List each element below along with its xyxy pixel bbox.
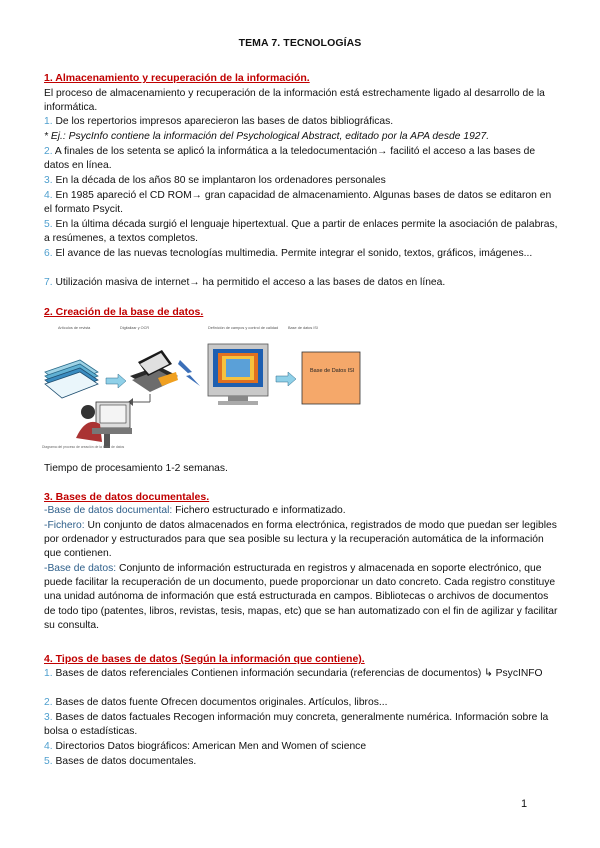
list-item — [44, 218, 559, 246]
item-number: 2. — [44, 146, 53, 157]
operator-icon — [76, 394, 150, 448]
item-text: Bases de datos factuales Recogen información muy concreta, generalmente numérica. Información sobre la bolsa o estadísticas. — [44, 712, 549, 738]
list-item — [44, 145, 559, 173]
definition-text: Fichero estructurado e informatizado. — [172, 505, 346, 516]
page-title: TEMA 7. TECNOLOGÍAS — [238, 37, 362, 49]
item-number: 6. — [44, 248, 53, 259]
item-number: 4. — [44, 190, 53, 201]
list-item — [44, 115, 559, 129]
definition-text: Conjunto de información estructurada en registros y almacenada en soporte electrónico, que puede facilitar la recuperación de un documento, puede proporcionar un dato concreto. Cada registro constituye una unidad autónoma de información que está estructurada en campos. Bibliotecas o archivos de documentos de todo tipo (patentes, libros, revistas, tesis, mapas, etc) que se han automatizado con el fin de agilizar y facilitar su consulta. — [44, 563, 558, 631]
processing-time: Tiempo de procesamiento 1-2 semanas. — [44, 463, 228, 474]
journals-icon — [45, 360, 98, 398]
list-item — [44, 711, 559, 739]
section-1-heading: 1. Almacenamiento y recuperación de la información. — [44, 72, 310, 84]
definition-base-documental: -Base de datos documental: Fichero estructurado e informatizado. — [44, 505, 346, 516]
section-2-heading: 2. Creación de la base de datos. — [44, 306, 204, 318]
item-number: 3. — [44, 712, 53, 723]
list-item — [44, 755, 559, 769]
item-number: 3. — [44, 175, 53, 186]
item-number: 4. — [44, 741, 53, 752]
transfer-icon — [178, 360, 200, 386]
section-4-heading: 4. Tipos de bases de datos (Según la información que contiene). — [44, 653, 365, 665]
diagram-label-journals: Artículos de revista — [58, 326, 91, 330]
item-number: 7. — [44, 277, 53, 288]
definition-base-de-datos: -Base de datos: Conjunto de información estructurada en registros y almacenada en soporte electrónico, que puede facilitar la recuperación de un documento, puede proporcionar un dato concreto. Cada registro constituye una unidad autónoma de información que está estructurada en campos. Bibliotecas o archivos de documentos de todo tipo (patentes, libros, revistas, tesis, mapas, etc) que se han automatizado con el fin de agilizar y facilitar su consulta. — [44, 563, 558, 631]
list-item — [44, 740, 559, 754]
diagram-label-isi: Base de datos ISI — [288, 326, 318, 330]
item-text: Bases de datos referenciales Contienen información secundaria (referencias de documentos) ↳ PsycINFO — [55, 668, 543, 679]
monitor-icon — [208, 344, 268, 405]
isi-database-box — [302, 352, 360, 404]
diagram-label-digitize: Digitalizar y OCR — [120, 326, 150, 330]
item-text: A finales de los setenta se aplicó la informática a la teledocumentación→ facilitó el acceso a las bases de datos en línea. — [44, 146, 536, 172]
list-item — [44, 276, 559, 290]
arrow-icon — [276, 372, 296, 386]
item-text: Utilización masiva de internet→ ha permitido el acceso a las bases de datos en línea. — [55, 277, 446, 288]
list-item — [44, 247, 559, 261]
scanner-icon — [130, 350, 178, 392]
item-text: El avance de las nuevas tecnologías multimedia. Permite integrar el sonido, textos, gráficos, imágenes... — [55, 248, 533, 259]
definition-term: Base de datos documental: — [47, 505, 173, 516]
list-item — [44, 667, 559, 681]
definition-term: Base de datos: — [47, 563, 117, 574]
item-number: 2. — [44, 697, 53, 708]
database-creation-diagram — [40, 320, 355, 455]
item-number: 5. — [44, 756, 53, 767]
item-text: Bases de datos fuente Ofrecen documentos originales. Artículos, libros... — [55, 697, 388, 708]
definition-fichero: -Fichero: Un conjunto de datos almacenados en forma electrónica, registrados de modo que puedan ser legibles por ordenador y estructurados para que sea posible su lectura y la recuperación automática de la información que contienen. — [44, 520, 557, 560]
section-3-heading: 3. Bases de datos documentales. — [44, 491, 210, 503]
diagram-label-fields: Definición de campos y control de calidad — [208, 326, 279, 330]
example-note: * Ej.: PsycInfo contiene la información del Psychological Abstract, editado por la APA desde 1927. — [44, 131, 490, 142]
definition-text: Un conjunto de datos almacenados en forma electrónica, registrados de modo que puedan ser legibles por ordenador y estructurados para que sea posible su lectura y la recuperación automática de la información que contienen. — [44, 520, 557, 560]
item-text: En 1985 apareció el CD ROM→ gran capacidad de almacenamiento. Algunas bases de datos se editaron en el formato Psycit. — [44, 190, 552, 216]
item-text: Directorios Datos biográficos: American Men and Women of science — [55, 741, 367, 752]
arrow-icon — [106, 374, 126, 388]
isi-box-label: Base de Datos ISI — [310, 368, 355, 374]
page-number: 1 — [521, 798, 528, 810]
item-text: De los repertorios impresos aparecieron las bases de datos bibliográficas. — [55, 116, 394, 127]
list-item — [44, 189, 559, 217]
list-item — [44, 696, 559, 710]
definition-term: Fichero: — [47, 520, 85, 531]
list-item — [44, 174, 559, 188]
section-1-intro: El proceso de almacenamiento y recuperación de la información está estrechamente ligado al desarrollo de la informática. — [44, 88, 545, 114]
item-number: 5. — [44, 219, 53, 230]
item-text: Bases de datos documentales. — [55, 756, 197, 767]
item-number: 1. — [44, 668, 53, 679]
item-text: En la década de los años 80 se implantaron los ordenadores personales — [55, 175, 386, 186]
item-number: 1. — [44, 116, 53, 127]
diagram-caption: Diagrama del proceso de creación de la base de datos — [42, 445, 125, 449]
item-text: En la última década surgió el lenguaje hipertextual. Que a partir de enlaces permite la asociación de palabras, a resúmenes, a textos completos. — [44, 219, 558, 245]
